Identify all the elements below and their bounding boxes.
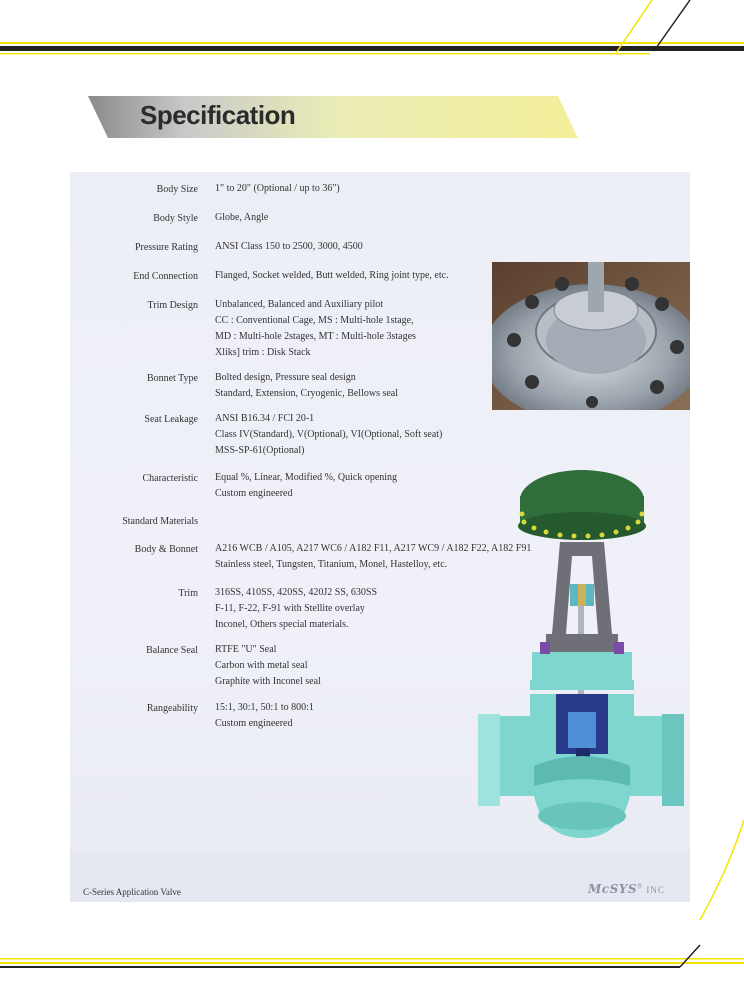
spec-value: Globe, Angle <box>215 212 269 223</box>
spec-value: Flanged, Socket welded, Butt welded, Ring joint type, etc. <box>215 270 449 281</box>
spec-value: Equal %, Linear, Modified %, Quick opening Custom engineered <box>215 472 398 499</box>
spec-label: Trim Design <box>147 300 198 311</box>
spec-value: Bolted design, Pressure seal design Standard, Extension, Cryogenic, Bellows seal <box>215 372 399 399</box>
spec-value: Unbalanced, Balanced and Auxiliary pilot CC : Conventional Cage, MS : Multi-hole 1stage, MD : Multi-hole 2stages, MT : Multi-hole 3stages Xliks] trim : Disk Stack <box>215 299 416 358</box>
bottom-yellow-stripe <box>0 962 744 964</box>
top-yellow-thin <box>0 53 650 55</box>
top-dark-stripe <box>0 46 744 51</box>
spec-label: Bonnet Type <box>146 373 198 384</box>
spec-label: End Connection <box>133 271 198 282</box>
spec-label: Body Style <box>153 213 198 224</box>
brand-name: McSYS <box>588 882 637 896</box>
spec-label: Body Size <box>156 184 198 195</box>
registered-mark: ® <box>637 882 643 891</box>
footer-series-label: C-Series Application Valve <box>83 887 181 897</box>
flange-photo <box>492 262 690 410</box>
spec-value: A216 WCB / A105, A217 WC6 / A182 F11, A217 WC9 / A182 F22, A182 F91 Stainless steel, Tungsten, Titanium, Monel, Hastelloy, etc. <box>215 543 532 570</box>
spec-label: Characteristic <box>142 473 198 484</box>
spec-label: Rangeability <box>146 703 198 714</box>
brand-suffix: INC <box>646 885 665 895</box>
top-yellow-stripe <box>0 42 744 44</box>
spec-value: ANSI B16.34 / FCI 20-1 Class IV(Standard), V(Optional), VI(Optional, Soft seat) MSS-SP-61(Optional) <box>215 413 443 456</box>
spec-value: 1" to 20" (Optional / up to 36") <box>215 183 340 194</box>
spec-value: RTFE "U" Seal Carbon with metal seal Graphite with Inconel seal <box>215 644 321 687</box>
bottom-dark-stripe <box>0 966 680 968</box>
spec-value: 316SS, 410SS, 420SS, 420J2 SS, 630SS F-11, F-22, F-91 with Stellite overlay Inconel, Others special materials. <box>215 587 378 630</box>
spec-label: Balance Seal <box>146 645 198 656</box>
spec-label: Seat Leakage <box>144 414 198 425</box>
page-title: Specification <box>140 100 296 130</box>
valve-illustration <box>470 466 692 846</box>
brand-logo <box>588 882 665 896</box>
spec-value: 15:1, 30:1, 50:1 to 800:1 Custom engineered <box>215 702 314 729</box>
spec-value: ANSI Class 150 to 2500, 3000, 4500 <box>215 241 363 252</box>
spec-section-heading: Standard Materials <box>122 516 198 527</box>
spec-label: Body & Bonnet <box>134 544 198 555</box>
spec-label: Pressure Rating <box>134 242 198 253</box>
spec-label: Trim <box>178 588 198 599</box>
bottom-yellow-thin <box>0 958 744 960</box>
